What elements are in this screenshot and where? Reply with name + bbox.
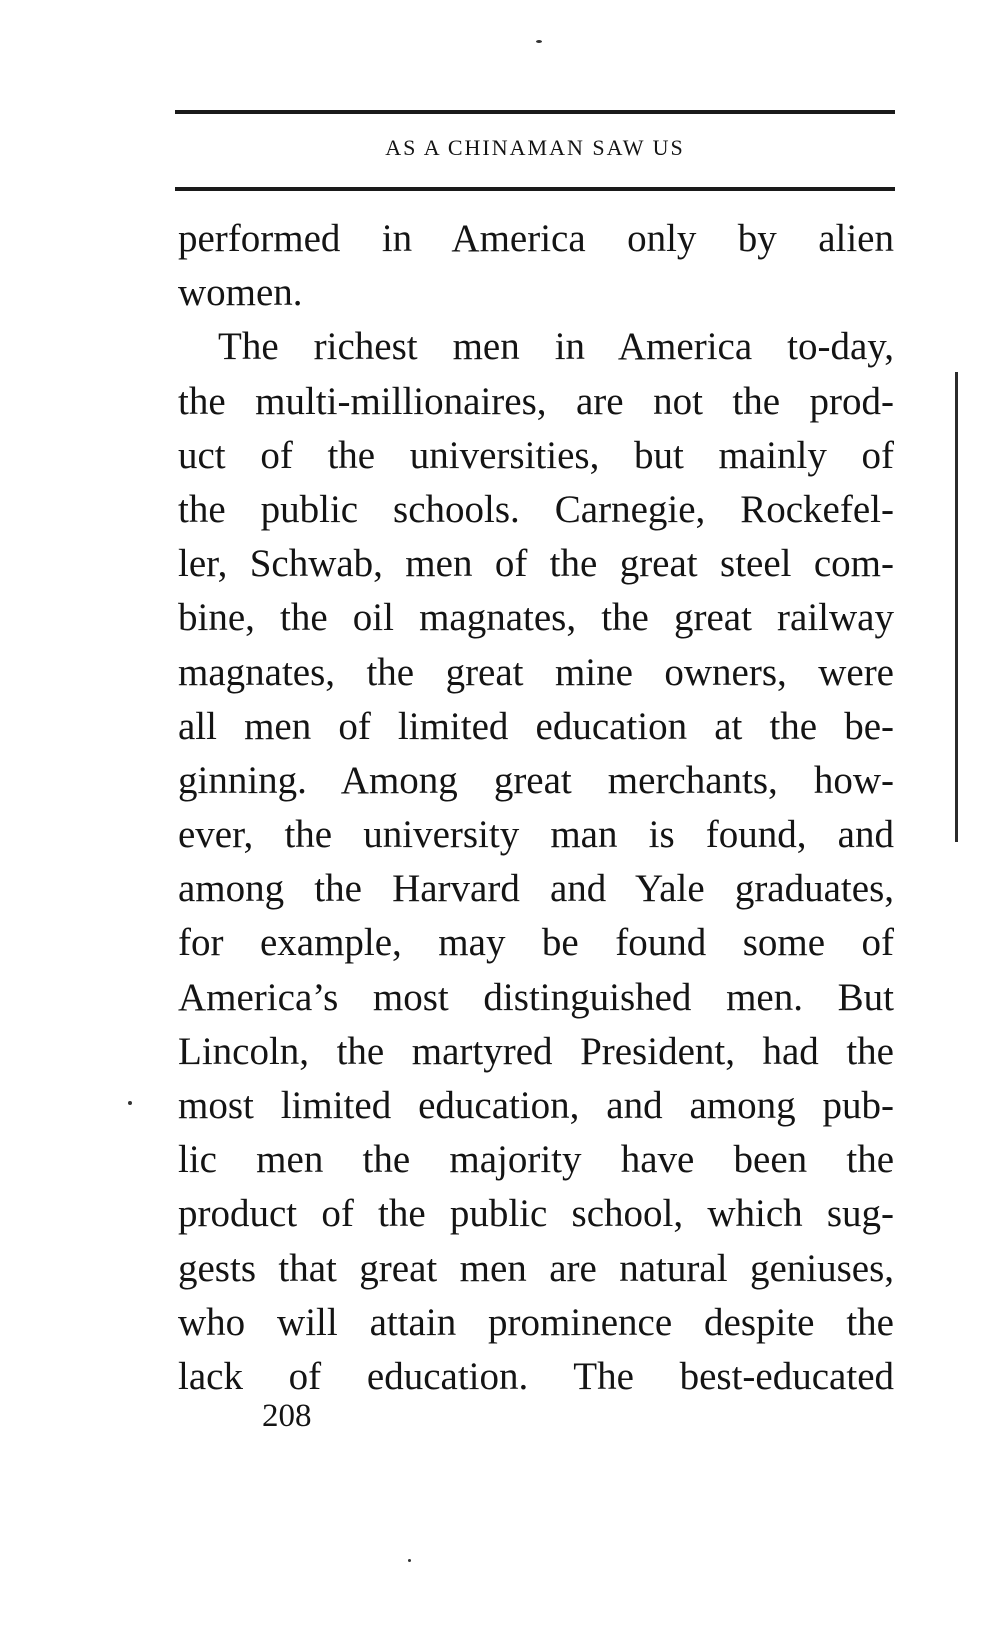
scan-speck	[408, 1559, 411, 1562]
text-line: ever, the university man is found, and	[178, 813, 894, 857]
text-line: Lincoln, the martyred President, had the	[178, 1029, 894, 1073]
scan-speck	[128, 1101, 132, 1105]
text-line: among the Harvard and Yale graduates,	[178, 867, 894, 911]
text-line: uct of the universities, but mainly of	[178, 433, 894, 477]
text-line: all men of limited education at the be-	[178, 704, 894, 748]
text-line: lic men the majority have been the	[178, 1138, 894, 1182]
text-line: the multi-millionaires, are not the prod-	[178, 379, 894, 423]
margin-scan-line	[955, 372, 958, 842]
text-line: America’s most distinguished men. But	[178, 975, 894, 1019]
body-text	[178, 212, 894, 1404]
text-line: performed in America only by alien	[178, 217, 894, 260]
text-line: The richest men in America to-day,	[218, 325, 894, 369]
running-head: AS A CHINAMAN SAW US	[385, 135, 685, 160]
text-line: for example, may be found some of	[178, 921, 894, 965]
header-rule-bottom	[175, 187, 895, 191]
text-line: who will attain prominence despite the	[178, 1300, 894, 1344]
text-line: most limited education, and among pub-	[178, 1084, 894, 1127]
scan-speck	[536, 40, 542, 43]
text-line: lack of education. The best-educated	[178, 1354, 894, 1398]
text-line: ginning. Among great merchants, how-	[178, 758, 894, 802]
text-line: ler, Schwab, men of the great steel com-	[178, 542, 894, 586]
text-line: gests that great men are natural geniuses,	[178, 1246, 894, 1290]
page-number: 208	[262, 1398, 312, 1434]
text-line: bine, the oil magnates, the great railway	[178, 596, 894, 640]
header-rule-top	[175, 110, 895, 114]
text-line: magnates, the great mine owners, were	[178, 650, 894, 694]
text-line: product of the public school, which sug-	[178, 1192, 894, 1236]
text-line: the public schools. Carnegie, Rockefel-	[178, 487, 894, 531]
text-line: women.	[178, 271, 303, 315]
